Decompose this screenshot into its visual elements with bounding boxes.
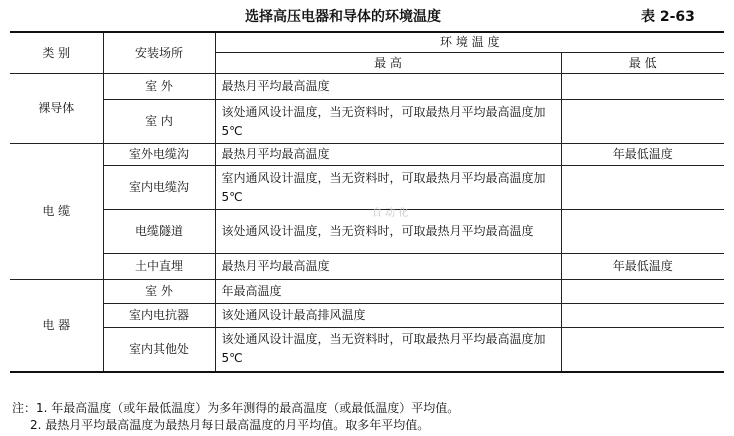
group-cable: 电 缆 [10, 144, 103, 280]
watermark: 自 动 化 [372, 208, 409, 219]
max-cell: 该处通风设计温度，当无资料时，可取最热月平均最高温度加 5℃ [215, 328, 561, 372]
header-env-temp: 环 境 温 度 [215, 32, 724, 53]
table-row [10, 166, 724, 210]
location-cell: 室外电缆沟 [103, 144, 215, 166]
environment-temperature-table [10, 31, 724, 373]
max-cell: 该处通风设计温度，当无资料时，可取最热月平均最高温度 [215, 210, 561, 254]
min-cell: 年最低温度 [561, 144, 724, 166]
location-cell: 室 内 [103, 100, 215, 144]
max-cell: 最热月平均最高温度 [215, 254, 561, 280]
table-row [10, 144, 724, 166]
min-cell [561, 328, 724, 372]
header-min: 最 低 [561, 53, 724, 74]
min-cell [561, 280, 724, 304]
table-row [10, 254, 724, 280]
min-cell [561, 100, 724, 144]
table-row [10, 210, 724, 254]
header-max: 最 高 [215, 53, 561, 74]
table-row [10, 280, 724, 304]
header-row-1 [10, 32, 724, 53]
group-bare-conductor: 裸导体 [10, 74, 103, 144]
table-number: 表 2-63 [641, 9, 695, 25]
location-cell: 室 外 [103, 280, 215, 304]
location-cell: 室内电缆沟 [103, 166, 215, 210]
min-cell: 年最低温度 [561, 254, 724, 280]
min-cell [561, 210, 724, 254]
max-cell: 年最高温度 [215, 280, 561, 304]
location-cell: 电缆隧道 [103, 210, 215, 254]
min-cell [561, 166, 724, 210]
note-1: 注：1. 年最高温度（或年最低温度）为多年测得的最高温度（或最低温度）平均值。 [12, 401, 460, 415]
max-cell: 该处通风设计最高排风温度 [215, 304, 561, 328]
min-cell [561, 74, 724, 100]
location-cell: 土中直埋 [103, 254, 215, 280]
max-cell: 最热月平均最高温度 [215, 74, 561, 100]
table-row [10, 304, 724, 328]
table-row [10, 100, 724, 144]
header-location: 安装场所 [103, 32, 215, 74]
min-cell [561, 304, 724, 328]
header-category: 类 别 [10, 32, 103, 74]
max-cell: 该处通风设计温度，当无资料时，可取最热月平均最高温度加 5℃ [215, 100, 561, 144]
group-appliance: 电 器 [10, 280, 103, 372]
table-title: 选择高压电器和导体的环境温度 [245, 9, 441, 25]
table-row [10, 328, 724, 372]
location-cell: 室内其他处 [103, 328, 215, 372]
note-2: 2. 最热月平均最高温度为最热月每日最高温度的月平均值。取多年平均值。 [30, 418, 430, 432]
location-cell: 室内电抗器 [103, 304, 215, 328]
max-cell: 室内通风设计温度，当无资料时，可取最热月平均最高温度加 5℃ [215, 166, 561, 210]
location-cell: 室 外 [103, 74, 215, 100]
table-notes [12, 400, 459, 434]
max-cell: 最热月平均最高温度 [215, 144, 561, 166]
table-row [10, 74, 724, 100]
